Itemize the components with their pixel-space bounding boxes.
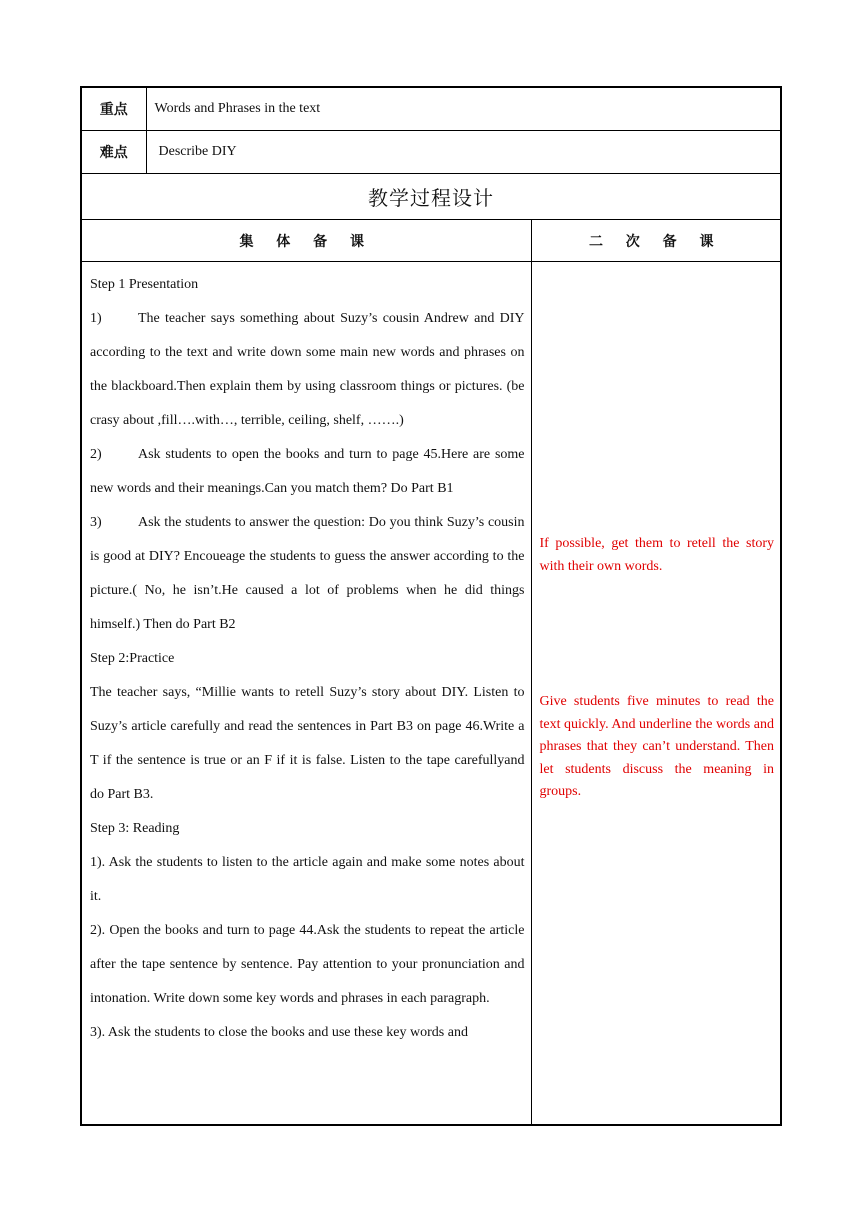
step1-item1 [90,302,525,438]
step2-text: The teacher says, “Millie wants to retell Suzy’s story about DIY. Listen to Suzy’s article carefully and read the sentences in Part B3 on page 46.Write a T if the sentence is true or an F if it is false. Listen to the tape carefullyand do Part B3. [90,685,525,802]
step3-item2: 2). Open the books and turn to page 44.Ask the students to repeat the article after the tape sentence by sentence. Pay attention to your pronunciation and intonation. Write down some key words and phrases in each paragraph. [90,923,525,1006]
lesson-plan-table [80,86,782,1126]
side-note-retell: If possible, get them to retell the story with their own words. [539,536,774,574]
step3-item1: 1). Ask the students to listen to the article again and make some notes about it. [90,855,525,904]
key-points-label: 重点 [81,87,146,131]
secondary-prep-cell [531,262,781,1126]
column-header-collective: 集 体 备 课 [81,220,531,262]
step3-item3: 3). Ask the students to close the books and use these key words and [90,1025,468,1040]
key-points-row [81,87,781,131]
key-points-value: Words and Phrases in the text [146,87,781,131]
column-header-row [81,220,781,262]
step1-item2-number: 2) [90,447,102,462]
step1-item2 [90,438,525,506]
step2-title: Step 2:Practice [90,651,175,666]
step1-item3-number: 3) [90,515,102,530]
step3-title: Step 3: Reading [90,821,180,836]
content-row [81,262,781,1126]
lesson-plan-page [80,86,780,1126]
step1-item3 [90,506,525,642]
step1-item1-text: The teacher says something about Suzy’s cousin Andrew and DIY according to the text and write down some main new words and phrases on the blackboard.Then explain them by using classroom things or pictures. (be crasy about ,fill….with…, terrible, ceiling, shelf, …….) [90,311,525,428]
difficulties-row [81,131,781,174]
difficulties-value: Describe DIY [146,131,781,174]
step1-item1-number: 1) [90,311,102,326]
step1-item2-text: Ask students to open the books and turn to page 45.Here are some new words and their meanings.Can you match them? Do Part B1 [90,447,525,496]
collective-prep-cell [81,262,531,1126]
side-note-reading: Give students five minutes to read the text quickly. And underline the words and phrases that they can’t understand. Then let students discuss the meaning in groups. [539,694,774,799]
section-title: 教学过程设计 [81,174,781,220]
step1-title: Step 1 Presentation [90,277,199,292]
step1-item3-text: Ask the students to answer the question: Do you think Suzy’s cousin is good at DIY? Encoueage the students to guess the answer according to the picture.( No, he isn’t.He caused a lot of problems when he did things himself.) Then do Part B2 [90,515,525,632]
section-title-row [81,174,781,220]
difficulties-label: 难点 [81,131,146,174]
column-header-secondary: 二 次 备 课 [531,220,781,262]
